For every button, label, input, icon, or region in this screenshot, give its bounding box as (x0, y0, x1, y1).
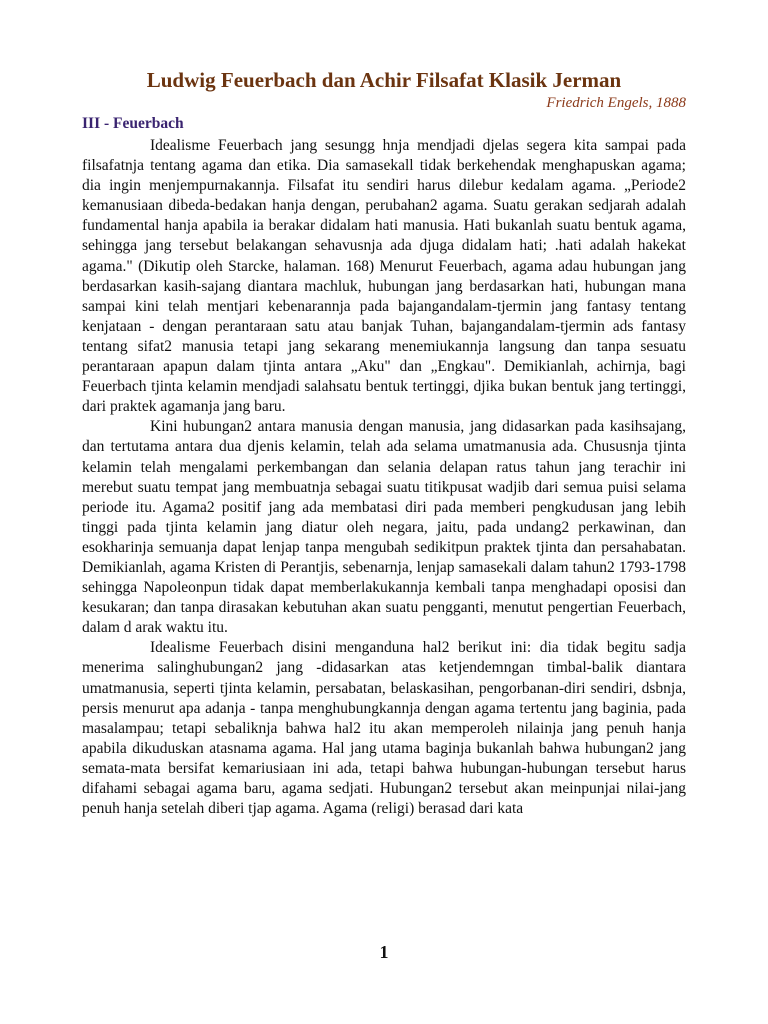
document-author: Friedrich Engels, 1888 (546, 95, 686, 111)
document-title: Ludwig Feuerbach dan Achir Filsafat Klasik Jerman (146, 68, 622, 92)
paragraph: Idealisme Feuerbach disini menganduna hal2 berikut ini: dia tidak begitu sadja menerima salinghubungan2 jang -didasarkan atas ketjendemngan timbal-balik diantara umatmanusia, seperti tjinta kelamin, persabatan, belaskasihan, pengorbanan-diri sendiri, dsbnja, persis menurut apa adanja - tanpa menghubungkannja dengan agama tertentu jang baginia, pada masalampau; tetapi sebaliknja bahwa hal2 itu akan memperoleh nilainja jang penuh hanja apabila dikuduskan atasnama agama. Hal jang utama baginja bukanlah bahwa hubungan2 jang semata-mata bersifat kemariusiaan ini ada, tetapi bahwa hubungan-hubungan tersebut harus difahami sebagai agama baru, agama sedjati. Hubungan2 tersebut akan meinpunjai nilai-jang penuh hanja setelah diberi tjap agama. Agama (religi) berasad dari kata (82, 639, 686, 818)
paragraph: Idealisme Feuerbach jang sesungg hnja mendjadi djelas segera kita sampai pada filsafatnja tentang agama dan etika. Dia samasekall tidak berkehendak menghapuskan agama; dia ingin menjempurnakannja. Filsafat itu sendiri harus dilebur kedalam agama. „Periode2 kemanusiaan dibeda-bedakan hanja dengan, perubahan2 agama. Suatu gerakan sedjarah adalah fundamental hanja apabila ia berakar didalam hati manusia. Hati bukanlah suatu bentuk agama, sehingga jang tersebut belakangan sehavusnja ada djuga didalam hati; .hati adalah hakekat agama." (Dikutip oleh Starcke, halaman. 168) Menurut Feuerbach, agama adau hubungan jang berdasarkan kasih-sajang diantara machluk, hubungan jang berdasarkan hati, hubungan mana sampai kini telah mentjari kebenarannja pada bajangandalam-tjermin jang fantasy tentang kenjataan - dengan perantaraan satu atau banjak Tuhan, bajangandalam-tjermin ads fantasy tentang sifat2 manusia tetapi jang sekarang menemiukannja langsung dan tanpa sesuatu perantaraan apapun dalam tjinta antara „Aku" dan „Engkau". Demikianlah, achirnja, bagi Feuerbach tjinta kelamin mendjadi salahsatu bentuk tertinggi, djika bukan bentuk jang tertinggi, dari praktek agamanja jang baru. (82, 137, 686, 416)
paragraph: Kini hubungan2 antara manusia dengan manusia, jang didasarkan pada kasihsajang, dan tertutama antara dua djenis kelamin, telah ada selama umatmanusia ada. Chususnja tjinta kelamin telah mengalami perkembangan dan selania delapan ratus tahun jang terachir ini merebut suatu tempat jang membuatnja sebagai suatu titikpusat wadjib dari semua puisi selama periode itu. Agama2 positif jang ada membatasi diri pada memberi pengkudusan jang lebih tinggi pada tjinta kelamin jang diatur oleh negara, jaitu, pada undang2 perkawinan, dan esokharinja semuanja dapat lenjap tanpa mengubah sedikitpun praktek tjinta dan persahabatan. Demikianlah, agama Kristen di Perantjis, sebenarnja, lenjap samasekali dalam tahun2 1793-1798 sehingga Napoleonpun tidak dapat memberlakukannja kembali tanpa menghadapi oposisi dan kesukaran; dan tanpa dirasakan kebutuhan akan suatu pengganti, menutut pengertian Feuerbach, dalam d arak waktu itu. (82, 418, 686, 637)
document-body (82, 136, 686, 819)
section-heading: III - Feuerbach (82, 115, 184, 132)
page-number: 1 (379, 942, 389, 962)
